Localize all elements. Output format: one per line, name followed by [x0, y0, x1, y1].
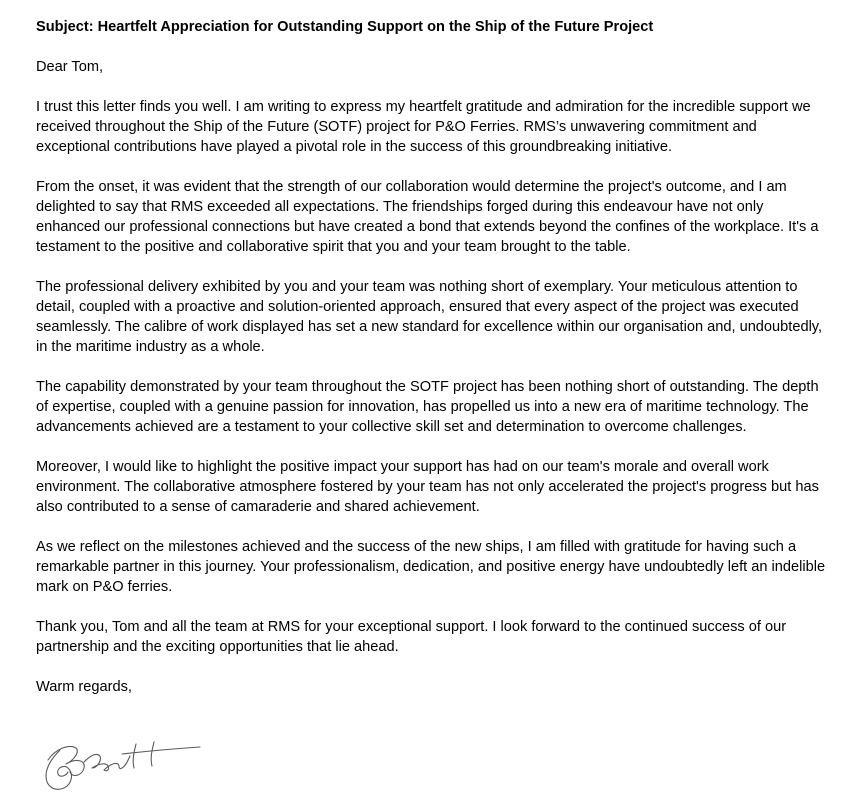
signature-stroke-initial — [46, 750, 71, 789]
letter-greeting: Dear Tom, — [36, 59, 104, 75]
signature-stroke-surname — [84, 754, 130, 770]
letter-paragraph-1: I trust this letter finds you well. I am writing to express my heartfelt gratitude and admiration for the incredible support we received throughout the Ship of the Future (SOTF) project for P&O Ferries. RMS’s unwavering commitment and exceptional contributions have played a pivotal role in the success of this groundbreaking initiative. — [36, 99, 811, 155]
letter-paragraph-3: The professional delivery exhibited by you and your team was nothing short of exemplary. Your meticulous attention to detail, coupled with a proactive and solution-oriented approach, ensured that every aspect of the project was executed seamlessly. The calibre of work displayed has set a new standard for excellence within our organisation and, undoubtedly, in the maritime industry as a whole. — [36, 279, 823, 355]
letter-paragraph-7: Thank you, Tom and all the team at RMS for your exceptional support. I look forward to the continued success of our partnership and the exciting opportunities that lie ahead. — [36, 619, 787, 655]
letter-closing: Warm regards, — [36, 679, 132, 695]
letter-subject: Subject: Heartfelt Appreciation for Outstanding Support on the Ship of the Future Project — [36, 19, 654, 35]
signature-stroke-loop — [48, 747, 84, 776]
signature-stroke-t1 — [133, 744, 136, 768]
handwritten-signature — [40, 738, 204, 796]
letter-paragraph-5: Moreover, I would like to highlight the positive impact your support has had on our team's morale and overall work environment. The collaborative atmosphere fostered by your team has not only accelerated the project's progress but has also contributed to a sense of camaraderie and shared achievement. — [36, 459, 819, 515]
signature-stroke-underline — [122, 747, 200, 754]
letter-paragraph-4: The capability demonstrated by your team throughout the SOTF project has been nothing short of outstanding. The depth of expertise, coupled with a genuine passion for innovation, has propelled us into a new era of maritime technology. The advancements achieved are a testament to your collective skill set and determination to overcome challenges. — [36, 379, 819, 435]
signature-strokes — [46, 742, 200, 789]
letter-body — [36, 17, 828, 717]
signature-stroke-t2 — [151, 742, 154, 766]
letter-paragraph-6: As we reflect on the milestones achieved and the success of the new ships, I am filled with gratitude for having such a remarkable partner in this journey. Your professionalism, dedication, and positive energy have undoubtedly left an indelible mark on P&O ferries. — [36, 539, 826, 595]
letter-paragraph-2: From the onset, it was evident that the strength of our collaboration would determine the project's outcome, and I am delighted to say that RMS exceeded all expectations. The friendships forged during this endeavour have not only enhanced our professional connections but have created a bond that extends beyond the confines of the workplace. It's a testament to the positive and collaborative spirit that you and your team brought to the table. — [36, 179, 819, 255]
